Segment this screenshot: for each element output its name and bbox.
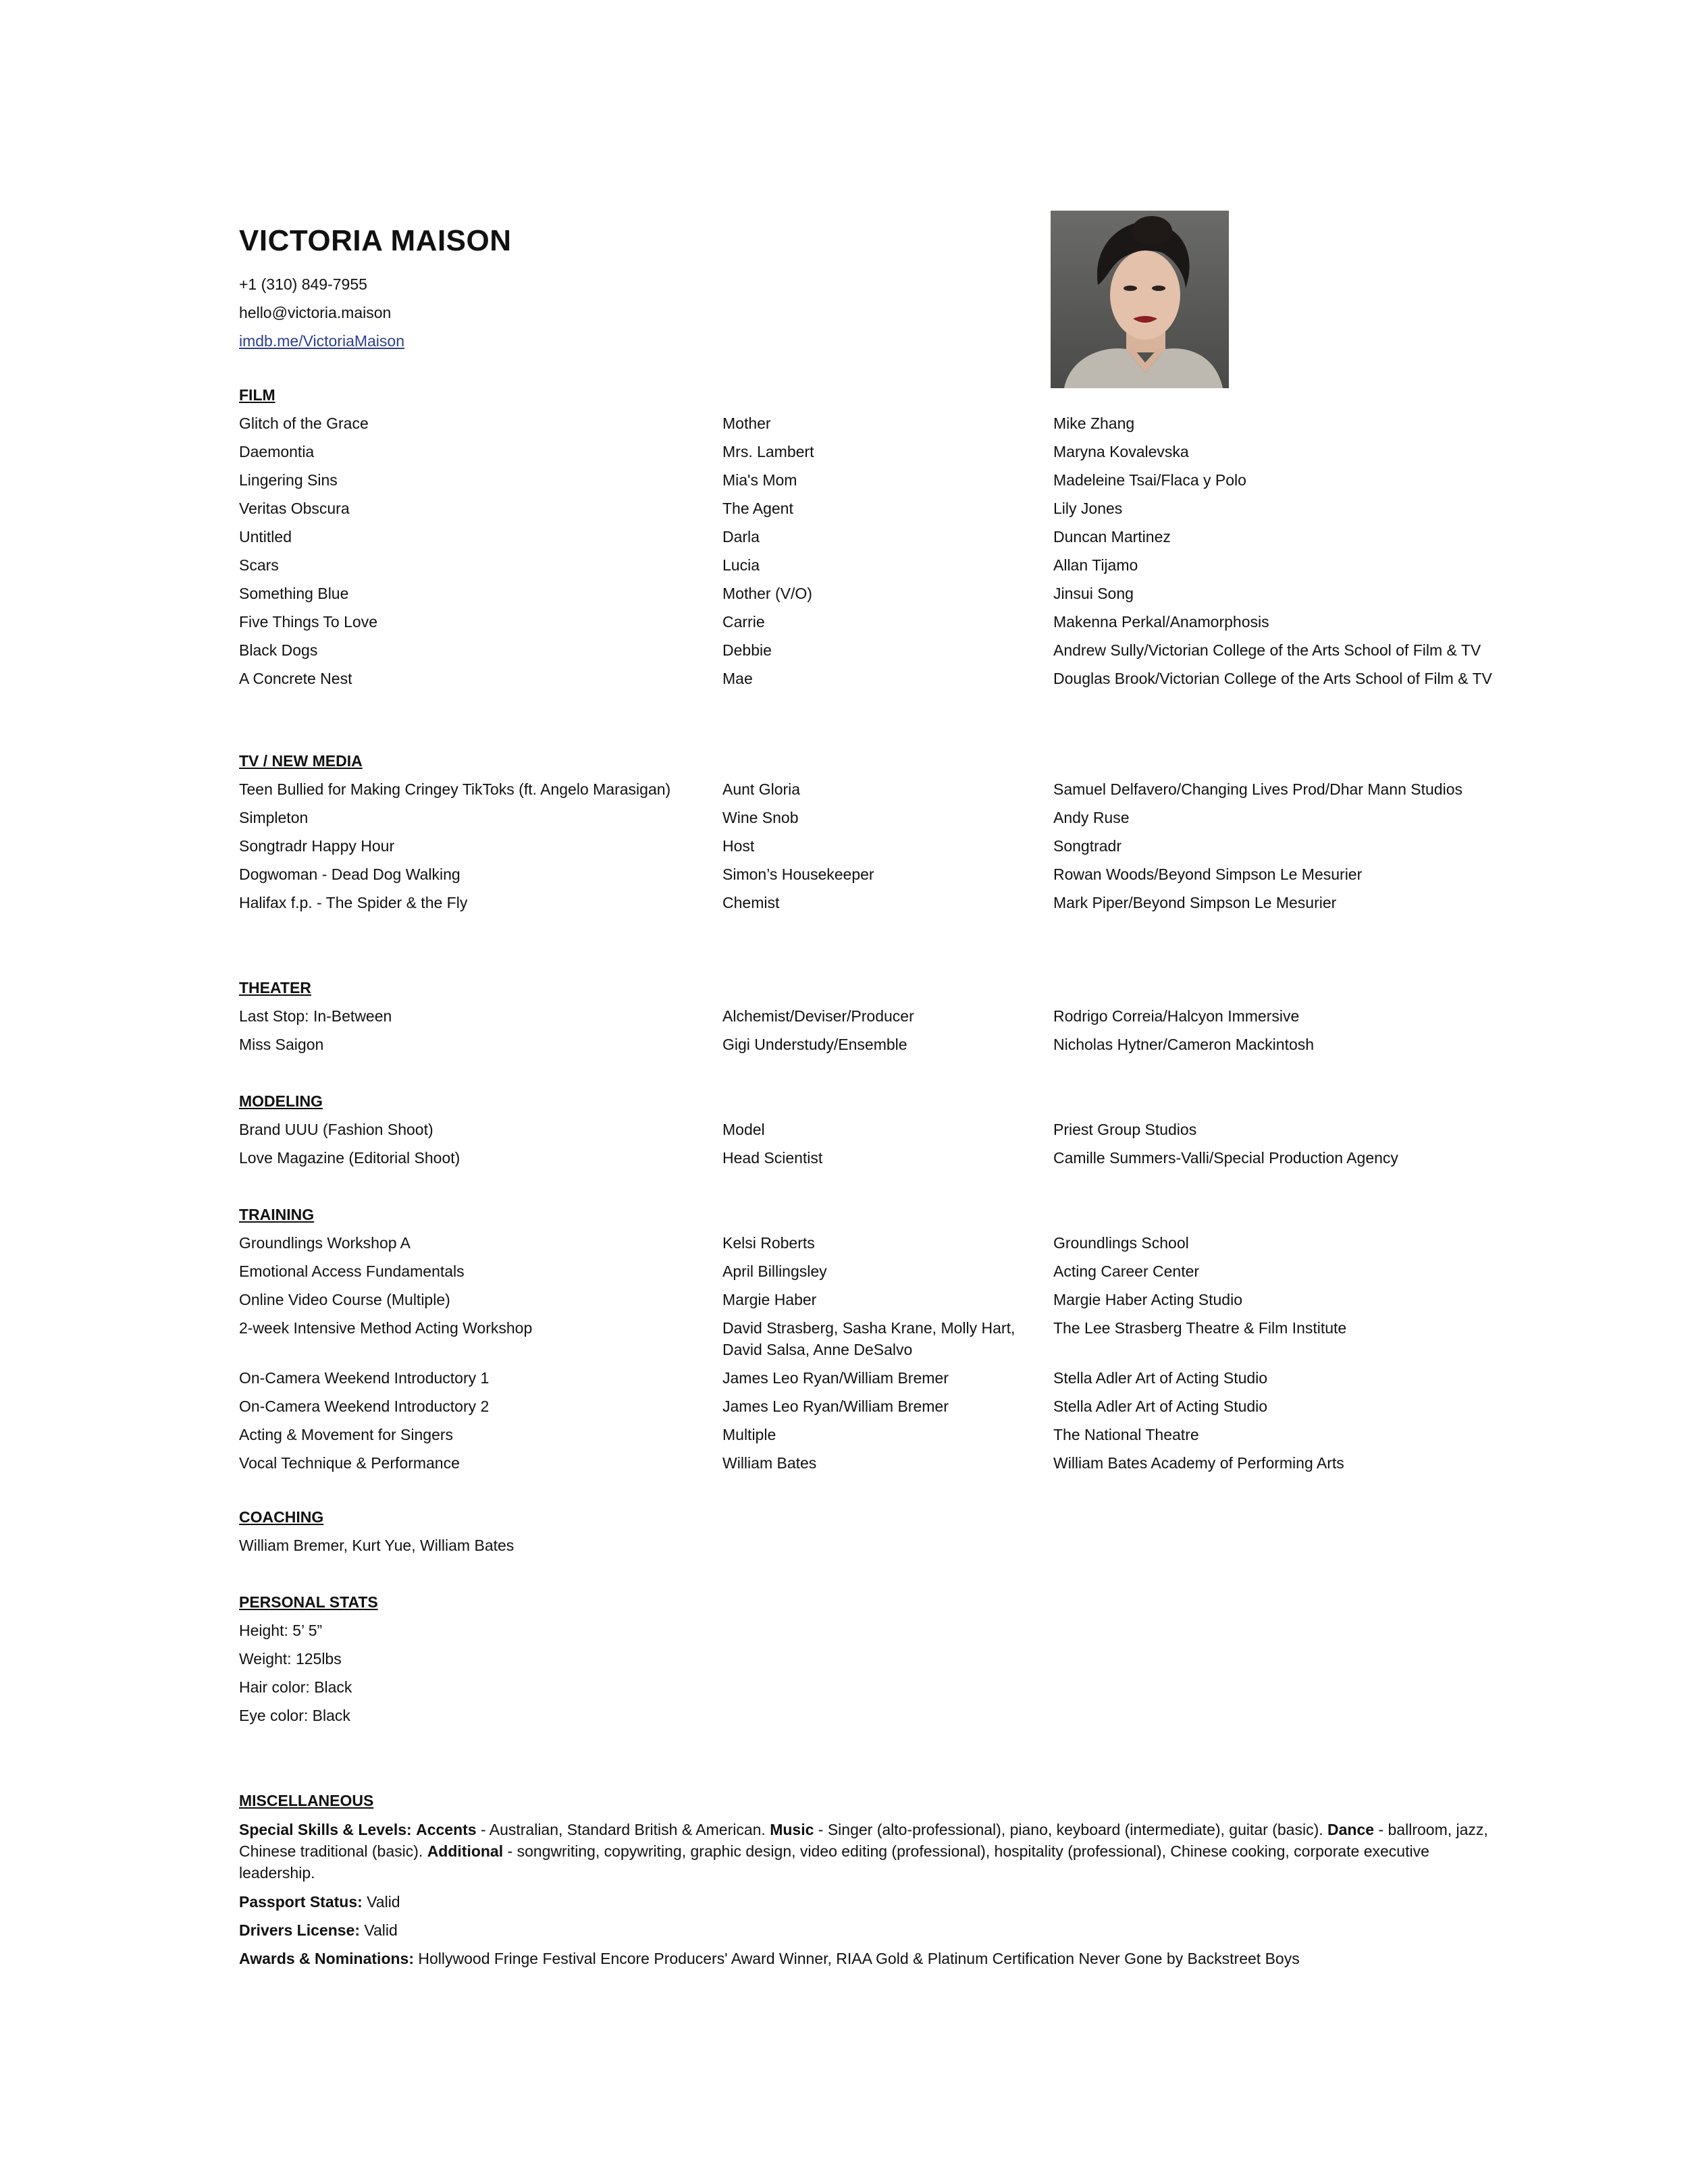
imdb-link[interactable]: imdb.me/VictoriaMaison <box>239 332 405 350</box>
stat-eye-color: Eye color: Black <box>239 1707 350 1724</box>
training-row <box>239 1449 1522 1477</box>
school: The National Theatre <box>1053 1426 1199 1443</box>
instructor: April Billingsley <box>722 1262 827 1280</box>
role: Carrie <box>722 613 765 631</box>
project-title: Daemontia <box>239 443 315 460</box>
dance-text: - ballroom, jazz, Chinese traditional (basic). <box>239 1821 1488 1860</box>
drivers-license <box>239 1916 1522 1944</box>
film-row <box>239 636 1522 664</box>
actor-name: VICTORIA MAISON <box>239 224 512 257</box>
course-name: Vocal Technique & Performance <box>239 1454 460 1472</box>
director-company: Rodrigo Correia/Halcyon Immersive <box>1053 1007 1300 1025</box>
project-title: Scars <box>239 556 279 574</box>
tv-row <box>239 775 1522 803</box>
director-company: Allan Tijamo <box>1053 556 1138 574</box>
director-company: Camille Summers-Valli/Special Production Agency <box>1053 1149 1398 1167</box>
project-title: Love Magazine (Editorial Shoot) <box>239 1149 460 1167</box>
role: Debbie <box>722 641 772 659</box>
role: The Agent <box>722 500 793 517</box>
training-section <box>239 1200 1522 1477</box>
director-company: Mike Zhang <box>1053 415 1135 432</box>
passport-value: Valid <box>362 1893 400 1911</box>
stat-weight: Weight: 125lbs <box>239 1650 342 1668</box>
school: Groundlings School <box>1053 1234 1189 1252</box>
role: Gigi Understudy/Ensemble <box>722 1036 907 1053</box>
awards-value: Hollywood Fringe Festival Encore Producers' Award Winner, RIAA Gold & Platinum Certification Never Gone by Backstreet Boys <box>414 1950 1300 1967</box>
project-title: Miss Saigon <box>239 1036 324 1053</box>
role: Mrs. Lambert <box>722 443 814 460</box>
project-title: Teen Bullied for Making Cringey TikToks (ft. Angelo Marasigan) <box>239 780 671 798</box>
special-skills <box>239 1819 1508 1884</box>
course-name: 2-week Intensive Method Acting Workshop <box>239 1319 533 1337</box>
school: The Lee Strasberg Theatre & Film Institute <box>1053 1319 1347 1337</box>
director-company: Makenna Perkal/Anamorphosis <box>1053 613 1269 631</box>
role: Wine Snob <box>722 809 799 826</box>
role: Model <box>722 1121 765 1138</box>
project-title: Dogwoman - Dead Dog Walking <box>239 865 460 883</box>
project-title: Five Things To Love <box>239 613 377 631</box>
role: Mia's Mom <box>722 471 797 489</box>
instructor: David Strasberg, Sasha Krane, Molly Hart, David Salsa, Anne DeSalvo <box>722 1319 1016 1358</box>
awards-label: Awards & Nominations: <box>239 1950 414 1967</box>
tv-row <box>239 832 1522 860</box>
project-title: Untitled <box>239 528 292 545</box>
film-row <box>239 494 1522 523</box>
film-row <box>239 409 1522 437</box>
tv-section <box>239 747 1522 917</box>
course-name: Groundlings Workshop A <box>239 1234 411 1252</box>
training-row <box>239 1257 1522 1285</box>
course-name: Emotional Access Fundamentals <box>239 1262 465 1280</box>
stat-height: Height: 5’ 5” <box>239 1622 323 1639</box>
training-heading: TRAINING <box>239 1206 315 1223</box>
coaching-names: William Bremer, Kurt Yue, William Bates <box>239 1537 515 1554</box>
role: Mother <box>722 415 771 432</box>
skills-label: Special Skills & Levels: <box>239 1821 412 1838</box>
modeling-section <box>239 1087 1522 1172</box>
theater-section <box>239 974 1522 1059</box>
project-title: Songtradr Happy Hour <box>239 837 395 855</box>
director-company: Priest Group Studios <box>1053 1121 1197 1138</box>
training-row <box>239 1285 1522 1314</box>
role: Darla <box>722 528 760 545</box>
additional-label: Additional <box>427 1842 504 1860</box>
email-address: hello@victoria.maison <box>239 304 392 321</box>
director-company: Songtradr <box>1053 837 1122 855</box>
project-title: A Concrete Nest <box>239 670 352 687</box>
tv-heading: TV / NEW MEDIA <box>239 752 363 770</box>
coaching-heading: COACHING <box>239 1508 324 1526</box>
course-name: On-Camera Weekend Introductory 2 <box>239 1397 490 1415</box>
director-company: Jinsui Song <box>1053 585 1134 602</box>
personal-stats-section <box>239 1588 1522 1730</box>
instructor: James Leo Ryan/William Bremer <box>722 1369 949 1387</box>
film-row <box>239 551 1522 579</box>
course-name: Acting & Movement for Singers <box>239 1426 454 1443</box>
headshot-photo <box>1051 211 1229 388</box>
contact-block <box>239 270 404 355</box>
director-company: Lily Jones <box>1053 500 1123 517</box>
project-title: Glitch of the Grace <box>239 415 369 432</box>
film-section <box>239 381 1522 693</box>
music-label: Music <box>770 1821 814 1838</box>
miscellaneous-heading: MISCELLANEOUS <box>239 1792 374 1809</box>
role: Host <box>722 837 755 855</box>
school: Stella Adler Art of Acting Studio <box>1053 1397 1268 1415</box>
role: Lucia <box>722 556 760 574</box>
role: Chemist <box>722 894 780 911</box>
theater-row <box>239 1030 1522 1059</box>
project-title: Black Dogs <box>239 641 318 659</box>
accents-text: - Australian, Standard British & American. <box>476 1821 770 1838</box>
phone-number: +1 (310) 849-7955 <box>239 275 367 293</box>
school: Margie Haber Acting Studio <box>1053 1291 1242 1308</box>
film-row <box>239 579 1522 608</box>
awards-nominations <box>239 1944 1522 1973</box>
headshot-image <box>1051 211 1229 388</box>
director-company: Maryna Kovalevska <box>1053 443 1189 460</box>
project-title: Something Blue <box>239 585 349 602</box>
personal-stats-heading: PERSONAL STATS <box>239 1593 378 1611</box>
film-heading: FILM <box>239 386 275 404</box>
course-name: Online Video Course (Multiple) <box>239 1291 450 1308</box>
dance-label: Dance <box>1327 1821 1375 1838</box>
project-title: Halifax f.p. - The Spider & the Fly <box>239 894 468 911</box>
film-row <box>239 466 1522 494</box>
training-row <box>239 1392 1522 1420</box>
film-row <box>239 608 1522 636</box>
school: Stella Adler Art of Acting Studio <box>1053 1369 1268 1387</box>
director-company: Douglas Brook/Victorian College of the Arts School of Film & TV <box>1053 670 1492 687</box>
course-name: On-Camera Weekend Introductory 1 <box>239 1369 490 1387</box>
theater-row <box>239 1002 1522 1030</box>
instructor: William Bates <box>722 1454 817 1472</box>
project-title: Lingering Sins <box>239 471 338 489</box>
director-company: Samuel Delfavero/Changing Lives Prod/Dhar Mann Studios <box>1053 780 1462 798</box>
role: Head Scientist <box>722 1149 823 1167</box>
school: Acting Career Center <box>1053 1262 1200 1280</box>
role: Aunt Gloria <box>722 780 801 798</box>
director-company: Rowan Woods/Beyond Simpson Le Mesurier <box>1053 865 1363 883</box>
project-title: Last Stop: In-Between <box>239 1007 392 1025</box>
passport-label: Passport Status: <box>239 1893 363 1911</box>
film-row <box>239 523 1522 551</box>
role: Mother (V/O) <box>722 585 812 602</box>
training-row <box>239 1314 1522 1364</box>
director-company: Andrew Sully/Victorian College of the Arts School of Film & TV <box>1053 641 1481 659</box>
director-company: Andy Ruse <box>1053 809 1130 826</box>
passport-status <box>239 1888 1522 1916</box>
license-value: Valid <box>359 1921 398 1939</box>
tv-row <box>239 888 1522 917</box>
school: William Bates Academy of Performing Arts <box>1053 1454 1344 1472</box>
film-row <box>239 437 1522 466</box>
instructor: Multiple <box>722 1426 776 1443</box>
license-label: Drivers License: <box>239 1921 360 1939</box>
miscellaneous-section <box>239 1786 1522 1973</box>
project-title: Simpleton <box>239 809 309 826</box>
film-list <box>239 409 1522 693</box>
tv-row <box>239 860 1522 888</box>
role: Alchemist/Deviser/Producer <box>722 1007 914 1025</box>
film-row <box>239 664 1522 693</box>
modeling-row <box>239 1144 1522 1172</box>
director-company: Duncan Martinez <box>1053 528 1171 545</box>
role: Mae <box>722 670 753 687</box>
theater-heading: THEATER <box>239 979 311 996</box>
director-company: Madeleine Tsai/Flaca y Polo <box>1053 471 1246 489</box>
project-title: Veritas Obscura <box>239 500 350 517</box>
role: Simon’s Housekeeper <box>722 865 874 883</box>
director-company: Mark Piper/Beyond Simpson Le Mesurier <box>1053 894 1337 911</box>
modeling-heading: MODELING <box>239 1092 323 1110</box>
project-title: Brand UUU (Fashion Shoot) <box>239 1121 433 1138</box>
modeling-row <box>239 1115 1522 1144</box>
coaching-section <box>239 1503 1522 1560</box>
instructor: Margie Haber <box>722 1291 817 1308</box>
accents-label: Accents <box>416 1821 477 1838</box>
training-row <box>239 1420 1522 1449</box>
music-text: - Singer (alto-professional), piano, keyboard (intermediate), guitar (basic). <box>814 1821 1328 1838</box>
training-row <box>239 1229 1522 1257</box>
stat-hair-color: Hair color: Black <box>239 1678 352 1696</box>
instructor: James Leo Ryan/William Bremer <box>722 1397 949 1415</box>
tv-row <box>239 803 1522 832</box>
training-row <box>239 1364 1522 1392</box>
instructor: Kelsi Roberts <box>722 1234 815 1252</box>
director-company: Nicholas Hytner/Cameron Mackintosh <box>1053 1036 1315 1053</box>
additional-text: - songwriting, copywriting, graphic design, video editing (professional), hospitality (professional), Chinese cooking, corporate executive leadership. <box>239 1842 1429 1882</box>
